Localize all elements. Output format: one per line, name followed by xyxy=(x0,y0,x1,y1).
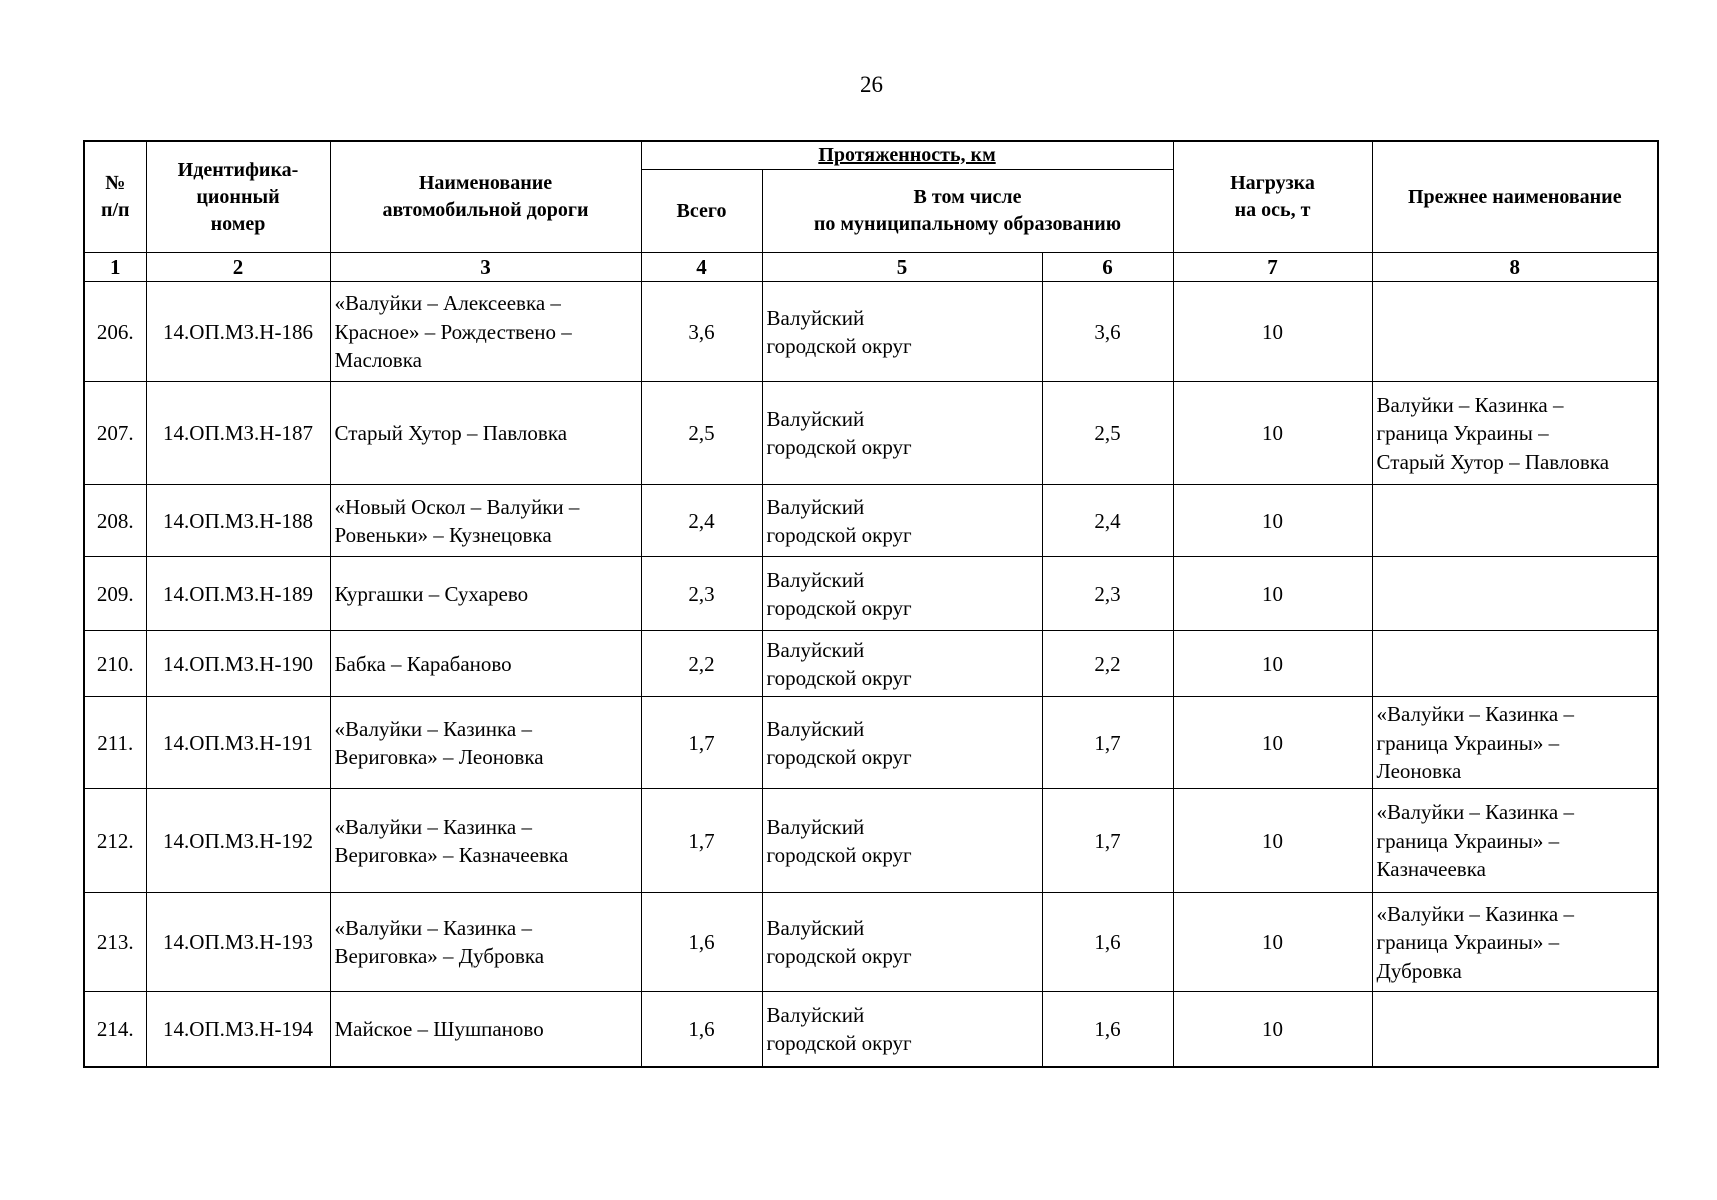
municipal-length-cell: 2,3 xyxy=(1042,557,1173,631)
road-name-cell: Кургашки – Сухарево xyxy=(330,557,641,631)
table-row xyxy=(84,789,1658,893)
table-row xyxy=(84,893,1658,992)
column-number-cell: 4 xyxy=(641,253,762,282)
municipality-cell: Валуйский городской округ xyxy=(762,992,1042,1067)
table-row xyxy=(84,697,1658,789)
column-number-cell: 7 xyxy=(1173,253,1372,282)
axle-load-cell: 10 xyxy=(1173,631,1372,697)
header-municipal: В том числе по муниципальному образованию xyxy=(762,170,1173,253)
axle-load-cell: 10 xyxy=(1173,382,1372,485)
municipality-cell: Валуйский городской округ xyxy=(762,893,1042,992)
axle-load-cell: 10 xyxy=(1173,557,1372,631)
former-name-cell: «Валуйки – Казинка – граница Украины» – Леоновка xyxy=(1372,697,1658,789)
former-name-cell xyxy=(1372,631,1658,697)
road-name-cell: «Валуйки – Казинка – Вериговка» – Дубровка xyxy=(330,893,641,992)
table-row xyxy=(84,992,1658,1067)
header-axle-load: Нагрузка на ось, т xyxy=(1173,141,1372,253)
header-length-group xyxy=(641,141,1173,170)
former-name-cell: «Валуйки – Казинка – граница Украины» – Дубровка xyxy=(1372,893,1658,992)
municipality-cell: Валуйский городской округ xyxy=(762,697,1042,789)
page-number: 26 xyxy=(860,72,883,97)
roads-table xyxy=(83,140,1659,1068)
axle-load-cell: 10 xyxy=(1173,893,1372,992)
header-total: Всего xyxy=(641,170,762,253)
table-row xyxy=(84,485,1658,557)
table-row xyxy=(84,557,1658,631)
road-id-cell: 14.ОП.МЗ.Н-193 xyxy=(146,893,330,992)
header-length-group-label: Протяженность, км xyxy=(818,144,996,166)
former-name-cell xyxy=(1372,557,1658,631)
row-number-cell: 213. xyxy=(84,893,146,992)
road-id-cell: 14.ОП.МЗ.Н-189 xyxy=(146,557,330,631)
axle-load-cell: 10 xyxy=(1173,992,1372,1067)
road-id-cell: 14.ОП.МЗ.Н-188 xyxy=(146,485,330,557)
column-number-cell: 8 xyxy=(1372,253,1658,282)
table-header xyxy=(84,141,1658,282)
header-id: Идентифика- ционный номер xyxy=(146,141,330,253)
municipality-cell: Валуйский городской округ xyxy=(762,382,1042,485)
municipal-length-cell: 1,6 xyxy=(1042,992,1173,1067)
axle-load-cell: 10 xyxy=(1173,282,1372,382)
road-id-cell: 14.ОП.МЗ.Н-194 xyxy=(146,992,330,1067)
road-name-cell: «Новый Оскол – Валуйки – Ровеньки» – Кузнецовка xyxy=(330,485,641,557)
axle-load-cell: 10 xyxy=(1173,697,1372,789)
total-length-cell: 2,4 xyxy=(641,485,762,557)
total-length-cell: 1,6 xyxy=(641,992,762,1067)
column-number-cell: 6 xyxy=(1042,253,1173,282)
row-number-cell: 209. xyxy=(84,557,146,631)
row-number-cell: 212. xyxy=(84,789,146,893)
former-name-cell: Валуйки – Казинка – граница Украины – Старый Хутор – Павловка xyxy=(1372,382,1658,485)
row-number-cell: 211. xyxy=(84,697,146,789)
municipal-length-cell: 2,2 xyxy=(1042,631,1173,697)
municipal-length-cell: 2,5 xyxy=(1042,382,1173,485)
axle-load-cell: 10 xyxy=(1173,789,1372,893)
municipal-length-cell: 1,7 xyxy=(1042,697,1173,789)
former-name-cell xyxy=(1372,485,1658,557)
road-id-cell: 14.ОП.МЗ.Н-190 xyxy=(146,631,330,697)
column-number-row xyxy=(84,253,1658,282)
total-length-cell: 1,6 xyxy=(641,893,762,992)
road-name-cell: Майское – Шушпаново xyxy=(330,992,641,1067)
municipality-cell: Валуйский городской округ xyxy=(762,485,1042,557)
row-number-cell: 207. xyxy=(84,382,146,485)
municipality-cell: Валуйский городской округ xyxy=(762,631,1042,697)
municipal-length-cell: 1,6 xyxy=(1042,893,1173,992)
former-name-cell xyxy=(1372,992,1658,1067)
municipal-length-cell: 1,7 xyxy=(1042,789,1173,893)
axle-load-cell: 10 xyxy=(1173,485,1372,557)
column-number-cell: 5 xyxy=(762,253,1042,282)
municipality-cell: Валуйский городской округ xyxy=(762,789,1042,893)
row-number-cell: 214. xyxy=(84,992,146,1067)
road-name-cell: «Валуйки – Казинка – Вериговка» – Леоновка xyxy=(330,697,641,789)
header-number: № п/п xyxy=(84,141,146,253)
total-length-cell: 2,5 xyxy=(641,382,762,485)
road-name-cell: Бабка – Карабаново xyxy=(330,631,641,697)
table-body xyxy=(84,282,1658,1067)
former-name-cell xyxy=(1372,282,1658,382)
road-name-cell: «Валуйки – Алексеевка – Красное» – Рождествено – Масловка xyxy=(330,282,641,382)
road-id-cell: 14.ОП.МЗ.Н-191 xyxy=(146,697,330,789)
road-name-cell: Старый Хутор – Павловка xyxy=(330,382,641,485)
total-length-cell: 2,3 xyxy=(641,557,762,631)
road-name-cell: «Валуйки – Казинка – Вериговка» – Казначеевка xyxy=(330,789,641,893)
row-number-cell: 208. xyxy=(84,485,146,557)
column-number-cell: 3 xyxy=(330,253,641,282)
column-number-cell: 2 xyxy=(146,253,330,282)
row-number-cell: 206. xyxy=(84,282,146,382)
header-road-name: Наименование автомобильной дороги xyxy=(330,141,641,253)
road-id-cell: 14.ОП.МЗ.Н-186 xyxy=(146,282,330,382)
total-length-cell: 1,7 xyxy=(641,697,762,789)
table-row xyxy=(84,282,1658,382)
column-number-cell: 1 xyxy=(84,253,146,282)
municipality-cell: Валуйский городской округ xyxy=(762,282,1042,382)
municipal-length-cell: 2,4 xyxy=(1042,485,1173,557)
road-id-cell: 14.ОП.МЗ.Н-192 xyxy=(146,789,330,893)
former-name-cell: «Валуйки – Казинка – граница Украины» – Казначеевка xyxy=(1372,789,1658,893)
row-number-cell: 210. xyxy=(84,631,146,697)
table-row xyxy=(84,382,1658,485)
header-former-name: Прежнее наименование xyxy=(1372,141,1658,253)
total-length-cell: 1,7 xyxy=(641,789,762,893)
road-id-cell: 14.ОП.МЗ.Н-187 xyxy=(146,382,330,485)
municipal-length-cell: 3,6 xyxy=(1042,282,1173,382)
table-row xyxy=(84,631,1658,697)
municipality-cell: Валуйский городской округ xyxy=(762,557,1042,631)
total-length-cell: 2,2 xyxy=(641,631,762,697)
total-length-cell: 3,6 xyxy=(641,282,762,382)
